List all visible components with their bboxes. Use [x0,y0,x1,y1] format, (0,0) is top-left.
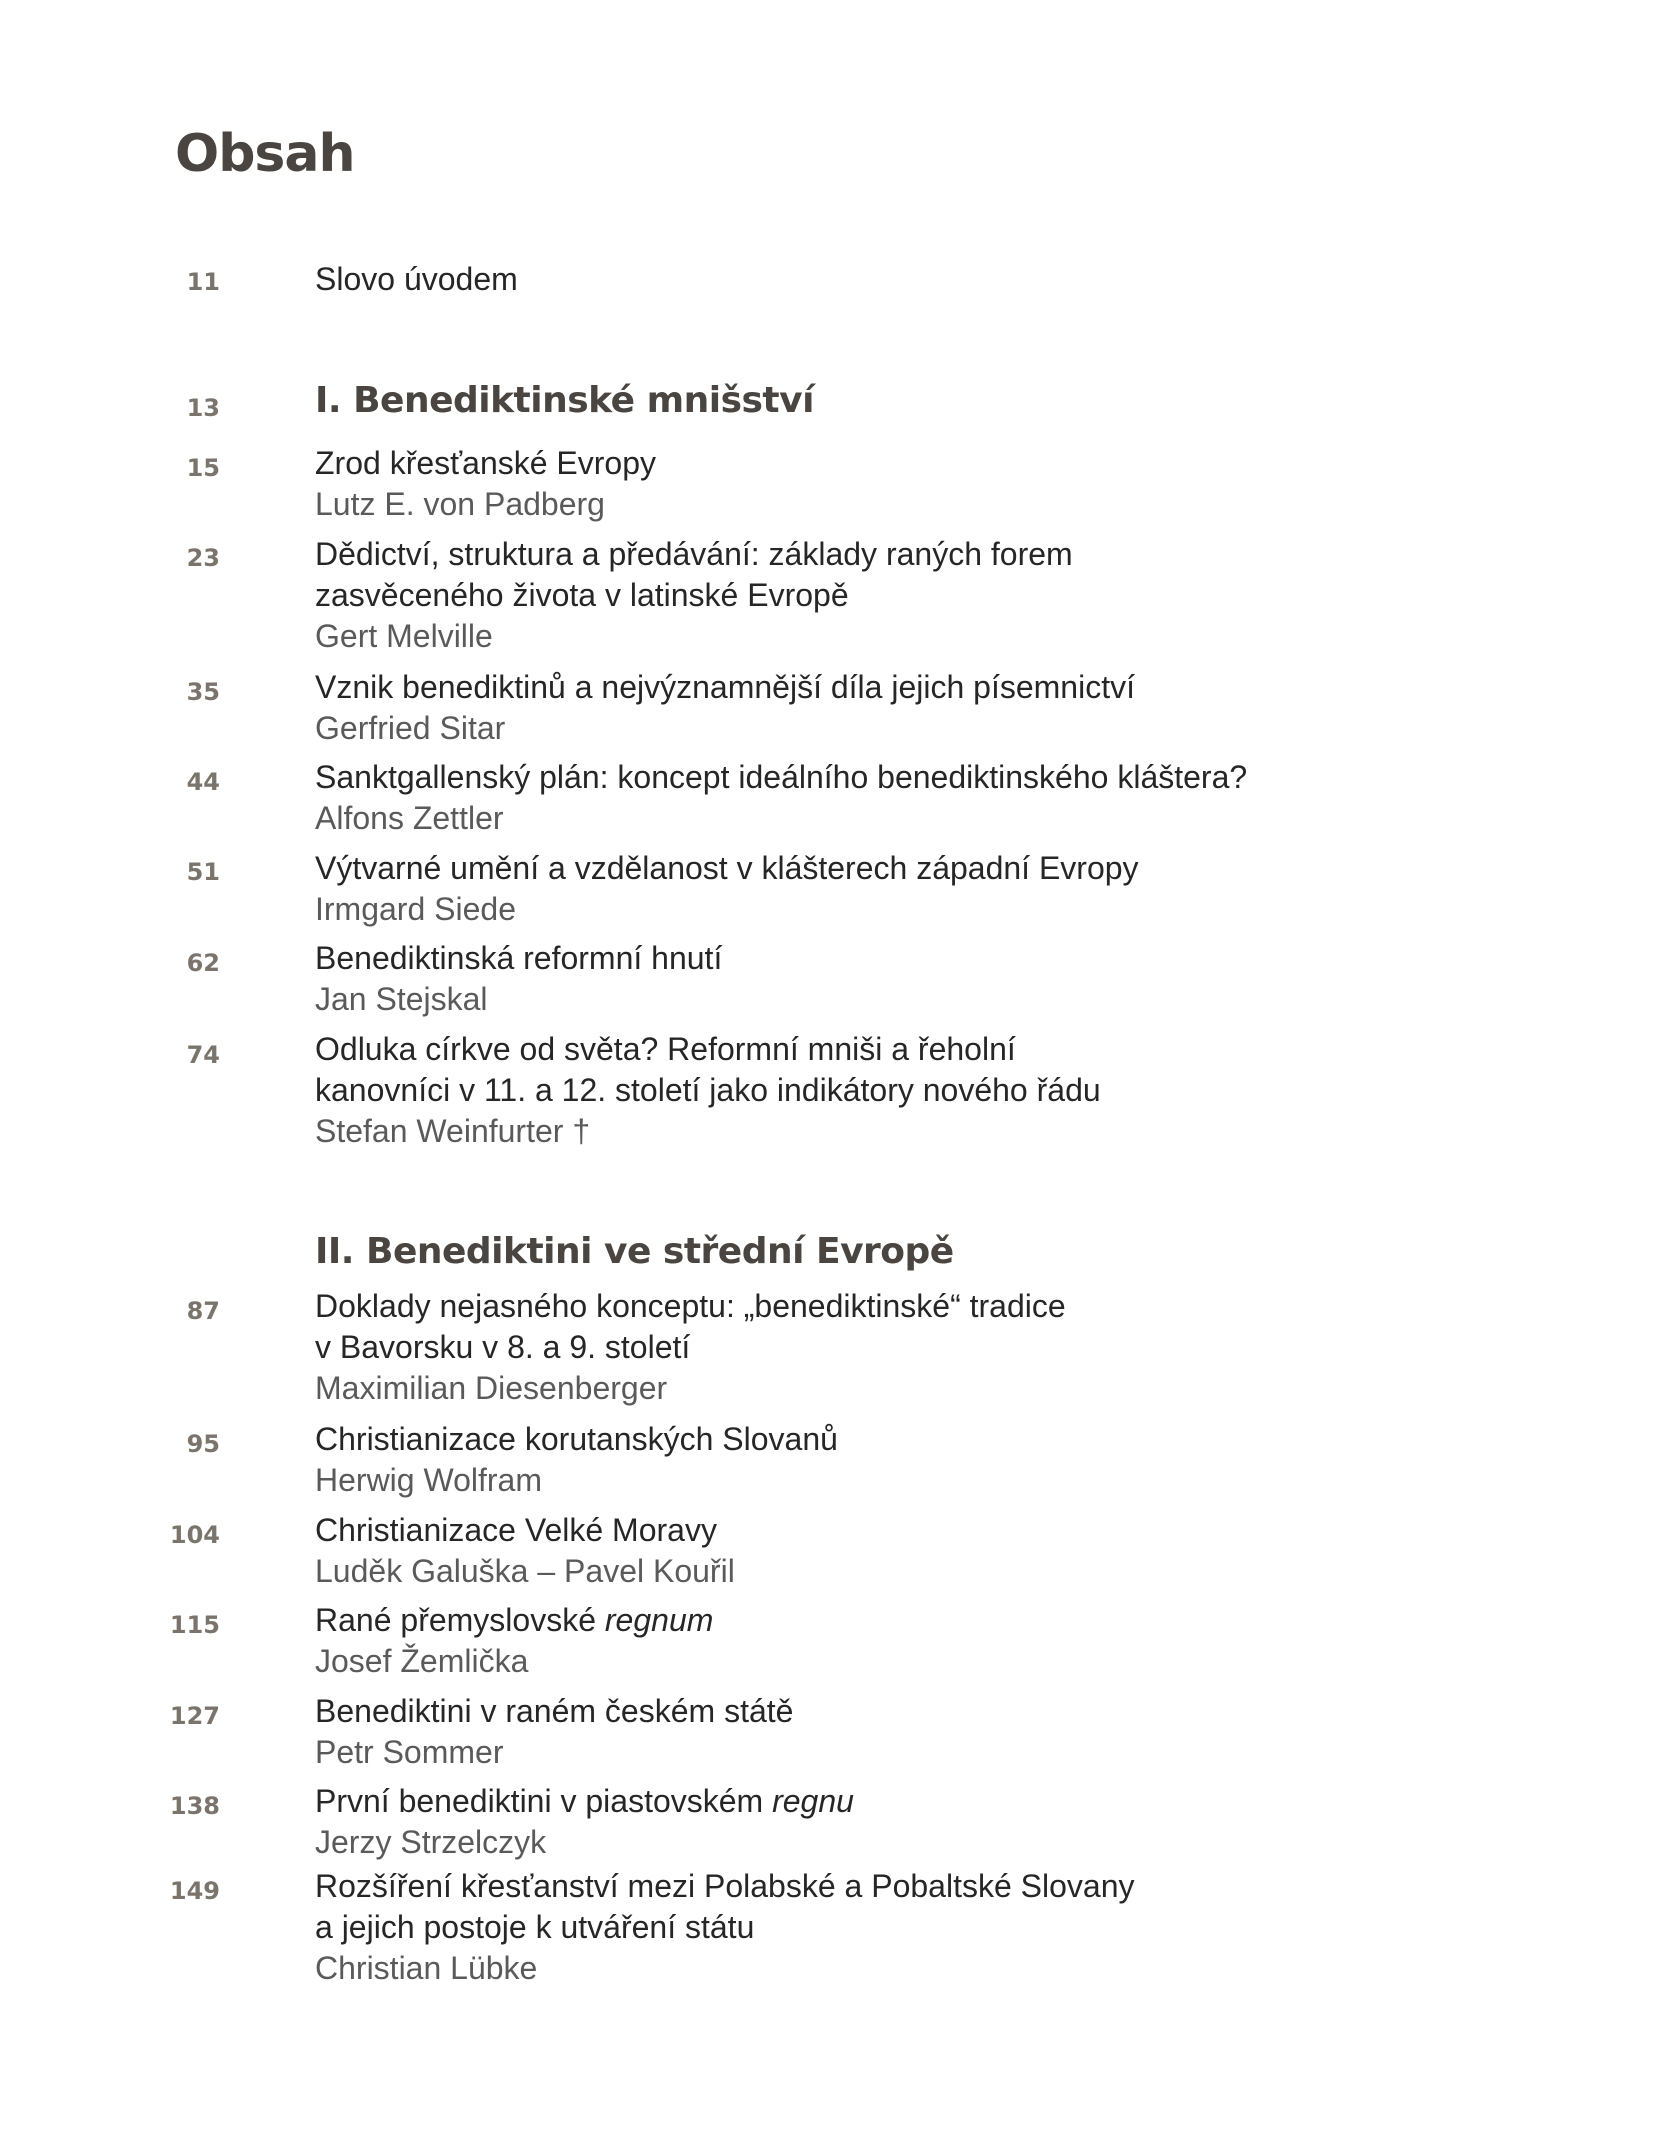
page-number: 138 [169,1792,220,1820]
entry-title: Sanktgallenský plán: koncept ideálního benediktinského kláštera? [315,759,1248,795]
entry-title: Christianizace Velké Moravy [315,1512,717,1548]
entry-author: Gert Melville [315,618,493,654]
entry-author: Gerfried Sitar [315,710,506,746]
page-number: 127 [169,1702,220,1730]
entry-title: Benediktini v raném českém státě [315,1693,794,1729]
entry-title-italic: regnu [772,1783,854,1819]
page-number: 11 [186,268,220,296]
page-number: 51 [186,858,220,886]
entry-author: Stefan Weinfurter † [315,1113,591,1149]
page-title: Obsah [175,124,355,184]
page-number: 74 [186,1041,220,1069]
page-number: 104 [169,1521,220,1549]
entry-title: Vznik benediktinů a nejvýznamnější díla jejich písemnictví [315,669,1135,705]
entry-author: Lutz E. von Padberg [315,486,605,522]
entry-title-line-2: a jejich postoje k utváření státu [315,1909,755,1945]
entry-author: Christian Lübke [315,1950,538,1986]
entry-title-line-2: zasvěceného života v latinské Evropě [315,577,849,613]
entry-title [315,1600,713,1641]
entry-author: Jan Stejskal [315,981,488,1017]
entry-title-text: První benediktini v piastovském [315,1783,764,1819]
entry-title-text: Rané přemyslovské [315,1602,596,1638]
entry-author: Jerzy Strzelczyk [315,1824,547,1860]
page-number: 115 [169,1611,220,1639]
entry-title: Rozšíření křesťanství mezi Polabské a Pobaltské Slovany [315,1868,1135,1904]
entry-title: Výtvarné umění a vzdělanost v klášterech západní Evropy [315,850,1139,886]
entry-title: Odluka církve od světa? Reformní mniši a řeholní [315,1031,1016,1067]
entry-author: Irmgard Siede [315,891,516,927]
page-number: 62 [186,949,220,977]
entry-title: Slovo úvodem [315,261,518,297]
entry-author: Alfons Zettler [315,800,504,836]
page-number: 44 [186,768,220,796]
entry-title-line-2: v Bavorsku v 8. a 9. století [315,1329,691,1365]
page-number: 95 [186,1430,220,1458]
entry-title: Doklady nejasného konceptu: „benediktinské“ tradice [315,1288,1066,1324]
entry-title [315,1781,854,1822]
entry-author: Josef Žemlička [315,1643,529,1679]
page-number: 149 [169,1877,220,1905]
entry-title: Christianizace korutanských Slovanů [315,1421,838,1457]
page-number: 15 [186,454,220,482]
entry-title: Zrod křesťanské Evropy [315,445,657,481]
entry-author: Herwig Wolfram [315,1462,542,1498]
entry-author: Petr Sommer [315,1734,504,1770]
page-number: 23 [186,544,220,572]
page-number: 13 [186,394,220,422]
page-number: 35 [186,678,220,706]
page-number: 87 [186,1297,220,1325]
entry-author: Luděk Galuška – Pavel Kouřil [315,1553,735,1589]
entry-title-italic: regnum [604,1602,714,1638]
entry-author: Maximilian Diesenberger [315,1370,668,1406]
entry-title: Benediktinská reformní hnutí [315,940,723,976]
section-title: I. Benediktinské mnišství [315,380,814,421]
section-title: II. Benediktini ve střední Evropě [315,1231,954,1272]
entry-title-line-2: kanovníci v 11. a 12. století jako indikátory nového řádu [315,1072,1101,1108]
entry-title: Dědictví, struktura a předávání: základy raných forem [315,536,1073,572]
